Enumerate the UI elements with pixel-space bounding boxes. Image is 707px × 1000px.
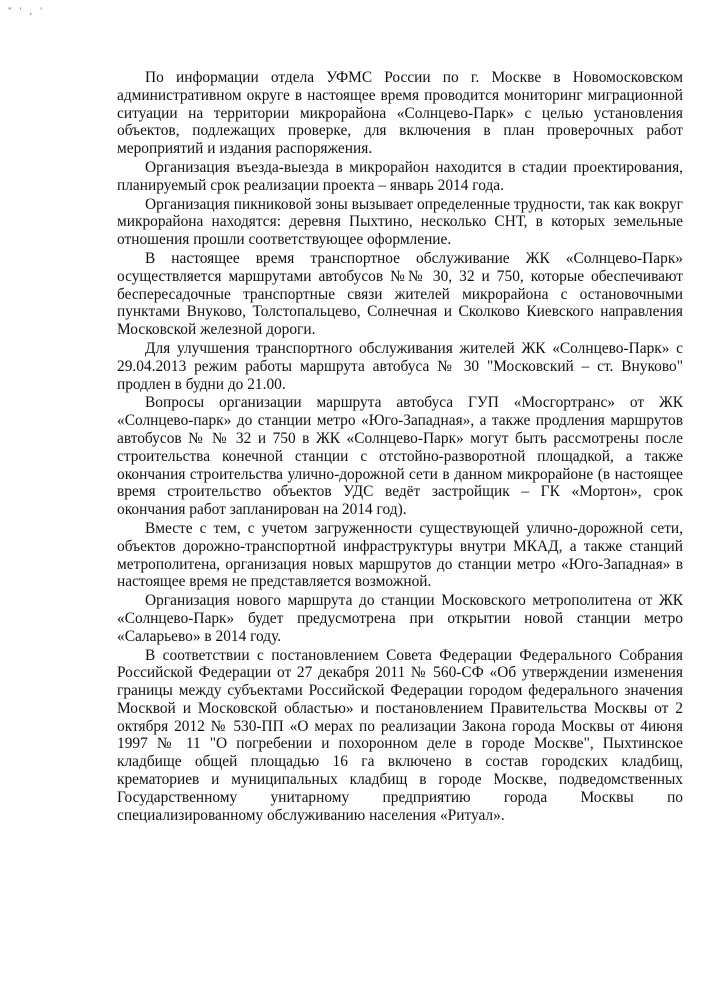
paragraph-transport-service: В настоящее время транспортное обслуживание ЖК «Солнцево-Парк» осуществляется маршрутами автобусов №№ 30, 32 и 750, которые обеспечивают беспересадочные транспортные связи жителей микрорайона с остановочными пунктами Внуково, Толстопальцево, Солнечная и Сколково Киевского направления Московской железной дороги.: [117, 249, 683, 339]
paragraph-cemetery: В соответствии с постановлением Совета Федерации Федерального Собрания Российской Федерации от 27 декабря 2011 № 560-СФ «Об утверждении изменения границы между субъектами Российской Федерации городом федерального значения Москвой и Московской областью» и постановлением Правительства Москвы от 2 октября 2012 № 530-ПП «О мерах по реализации Закона города Москвы от 4июня 1997 № 11 "О погребении и похоронном деле в городе Москве", Пыхтинское кладбище общей площадью 16 га включено в состав городских кладбищ, крематориев и муниципальных кладбищ в городе Москве, подведомственных Государственному унитарному предприятию города Москвы по специализированному обслуживанию населения «Ритуал».: [117, 646, 683, 824]
paragraph-bus-30: Для улучшения транспортного обслуживания жителей ЖК «Солнцево-Парк» с 29.04.2013 режим работы маршрута автобуса № 30 "Московский – ст. Внуково" продлен в будни до 21.00.: [117, 339, 683, 393]
paragraph-mosgortrans-route: Вопросы организации маршрута автобуса ГУП «Мосгортранс» от ЖК «Солнцево-парк» до станции метро «Юго-Западная», а также продления маршрутов автобусов № № 32 и 750 в ЖК «Солнцево-Парк» могут быть рассмотрены после строительства конечной станции с отстойно-разворотной площадкой, а также окончания строительства улично-дорожной сети в данном микрорайоне (в настоящее время строительство объектов УДС ведёт застройщик – ГК «Мортон», срок окончания работ запланирован на 2014 год).: [117, 394, 683, 519]
scan-mark: " ' , ': [8, 6, 45, 16]
paragraph-ufms-monitoring: По информации отдела УФМС России по г. Москве в Новомосковском административном округе в настоящее время проводится мониторинг миграционной ситуации на территории микрорайона «Солнцево-Парк» с целью установления объектов, подлежащих проверке, для включения в план проверочных работ мероприятий и издания распоряжения.: [117, 69, 683, 158]
paragraph-new-metro-route: Организация нового маршрута до станции Московского метрополитена от ЖК «Солнцево-Парк» будет предусмотрена при открытии новой станции метро «Саларьево» в 2014 году.: [117, 592, 683, 645]
paragraph-picnic-zone: Организация пикниковой зоны вызывает определенные трудности, так как вокруг микрорайона находятся: деревня Пыхтино, несколько СНТ, в которых земельные отношения прошли соответствующее оформление.: [117, 195, 683, 249]
paragraph-road-network: Вместе с тем, с учетом загруженности существующей улично-дорожной сети, объектов дорожно-транспортной инфраструктуры внутри МКАД, а также станций метрополитена, организация новых маршрутов до станции метро «Юго-Западная» в настоящее время не представляется возможной.: [117, 519, 683, 591]
document-body: [117, 69, 683, 825]
paragraph-entry-exit: Организация въезда-выезда в микрорайон находится в стадии проектирования, планируемый срок реализации проекта – январь 2014 года.: [117, 158, 683, 194]
